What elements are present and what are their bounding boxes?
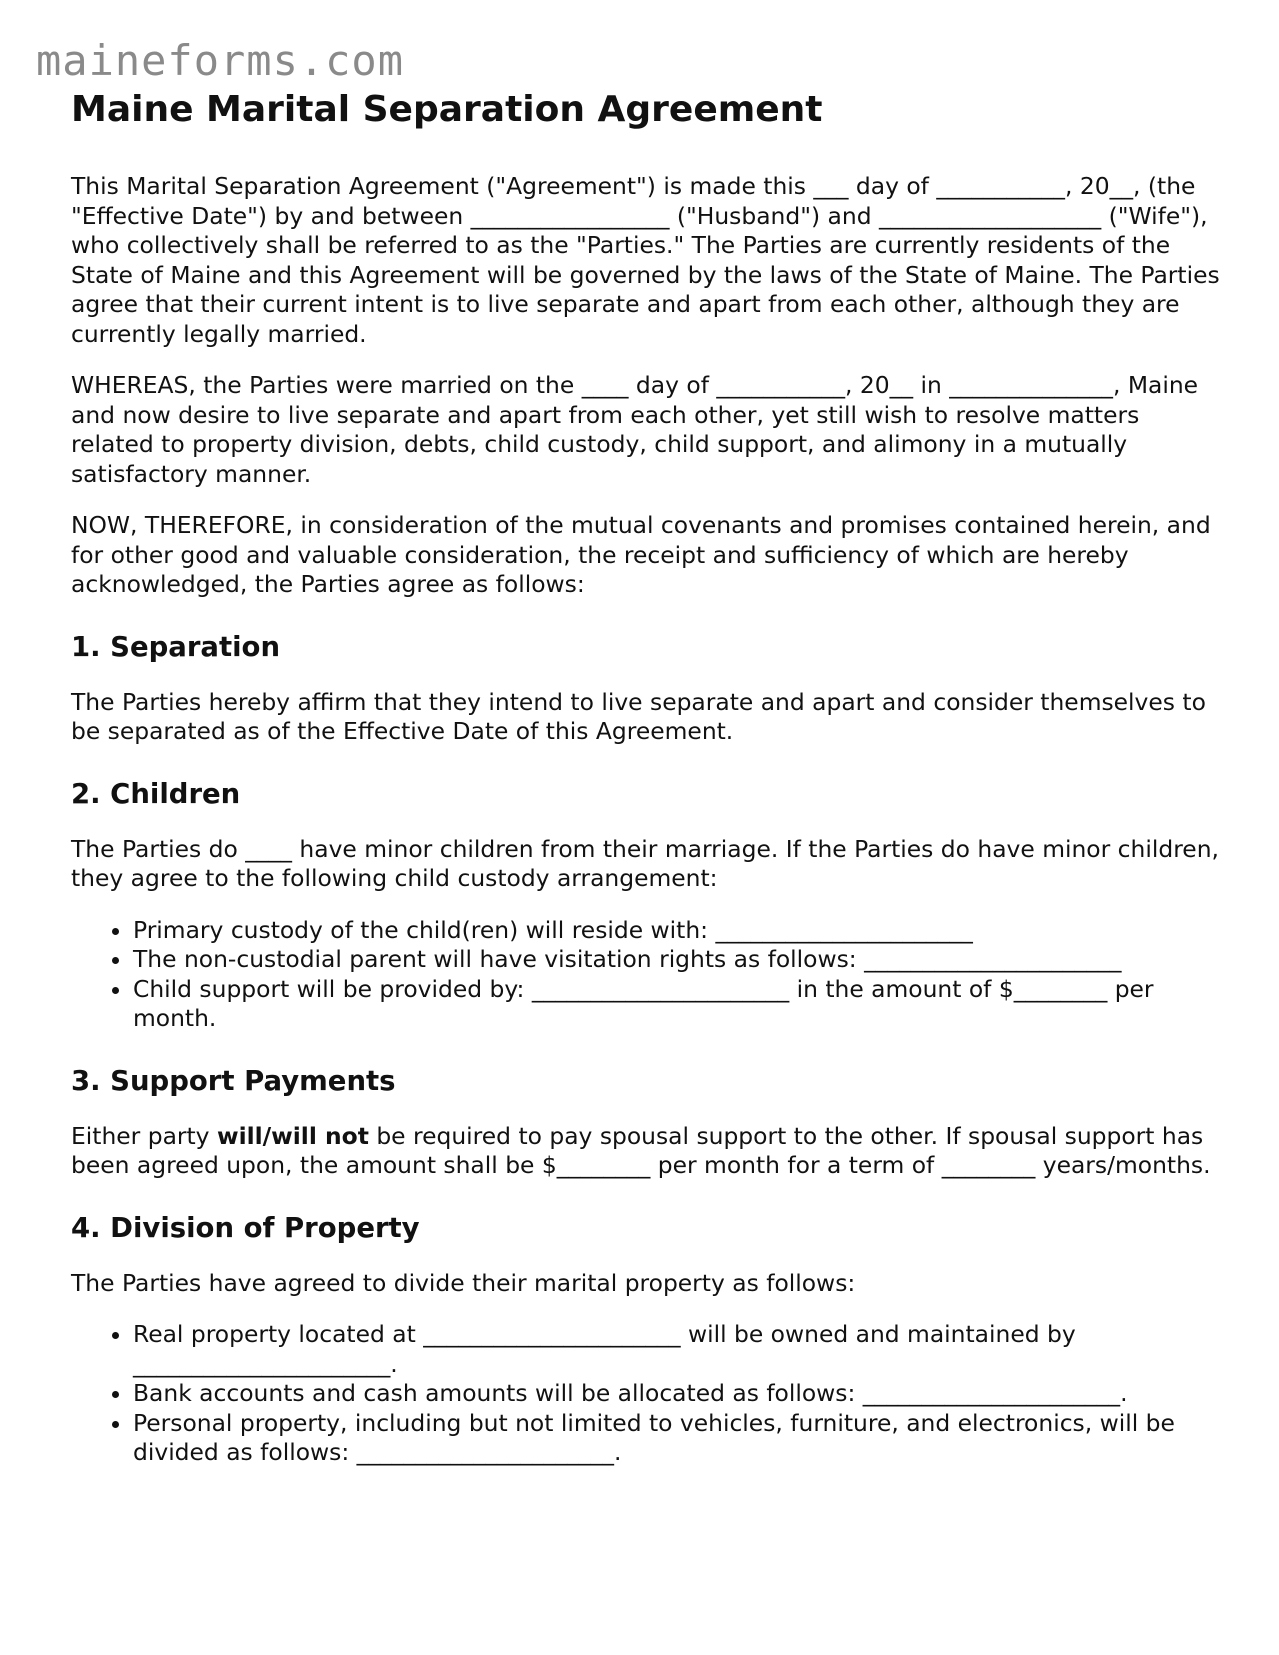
list-item: • Primary custody of the child(ren) will reside with: ______________________: [133, 916, 1221, 946]
document-page: [71, 88, 1221, 1496]
list-item: • Bank accounts and cash amounts will be allocated as follows: ______________________.: [133, 1379, 1221, 1409]
whereas-paragraph: WHEREAS, the Parties were married on the ____ day of ___________, 20__ in ______________, Maine and now desire to live separate and apart from each other, yet still wish to resolve matters related to property division, debts, child custody, child support, and alimony in a mutually satisfactory manner.: [71, 371, 1199, 488]
separation-text: The Parties hereby affirm that they intend to live separate and apart and consider themselves to be separated as of the Effective Date of this Agreement.: [71, 687, 1206, 745]
section-heading-property: 4. Division of Property: [71, 1211, 420, 1244]
page-title: Maine Marital Separation Agreement: [71, 89, 823, 130]
section-heading-support: 3. Support Payments: [71, 1064, 396, 1097]
support-text: [71, 1122, 1221, 1181]
list-item: • Personal property, including but not limited to vehicles, furniture, and electronics, will be divided as follows: ______________________.: [133, 1409, 1221, 1468]
list-item: • Real property located at ______________________ will be owned and maintained by ______________________.: [133, 1320, 1221, 1379]
property-list: [71, 1320, 1221, 1468]
section-heading-separation: 1. Separation: [71, 630, 281, 663]
property-text: The Parties have agreed to divide their marital property as follows:: [71, 1268, 856, 1297]
support-text-bold: will/will not: [216, 1121, 369, 1150]
now-therefore-paragraph: NOW, THEREFORE, in consideration of the mutual covenants and promises contained herein, and for other good and valuable consideration, the receipt and sufficiency of which are hereby acknowledged, the Parties agree as follows:: [71, 511, 1211, 598]
support-text-after: be required to pay spousal support to the other. If spousal support has been agreed upon, the amount shall be $________ per month for a term of ________ years/months.: [71, 1121, 1211, 1179]
children-list: [71, 916, 1221, 1034]
list-item: • The non-custodial parent will have visitation rights as follows: ______________________: [133, 945, 1221, 975]
support-text-before: Either party: [71, 1121, 217, 1150]
section-heading-children: 2. Children: [71, 777, 241, 810]
list-item: • Child support will be provided by: ______________________ in the amount of $________ per month.: [133, 975, 1221, 1034]
intro-paragraph: This Marital Separation Agreement ("Agreement") is made this ___ day of ___________, 20__, (the "Effective Date") by and between _________________ ("Husband") and ___________________ ("Wife"), who collectively shall be referred to as the "Parties." The Parties are currently residents of the State of Maine and this Agreement will be governed by the laws of the State of Maine. The Parties agree that their current intent is to live separate and apart from each other, although they are currently legally married.: [71, 172, 1220, 348]
watermark-text: maineforms.com: [36, 36, 405, 85]
children-text: The Parties do ____ have minor children from their marriage. If the Parties do have minor children, they agree to the following child custody arrangement:: [71, 834, 1219, 892]
